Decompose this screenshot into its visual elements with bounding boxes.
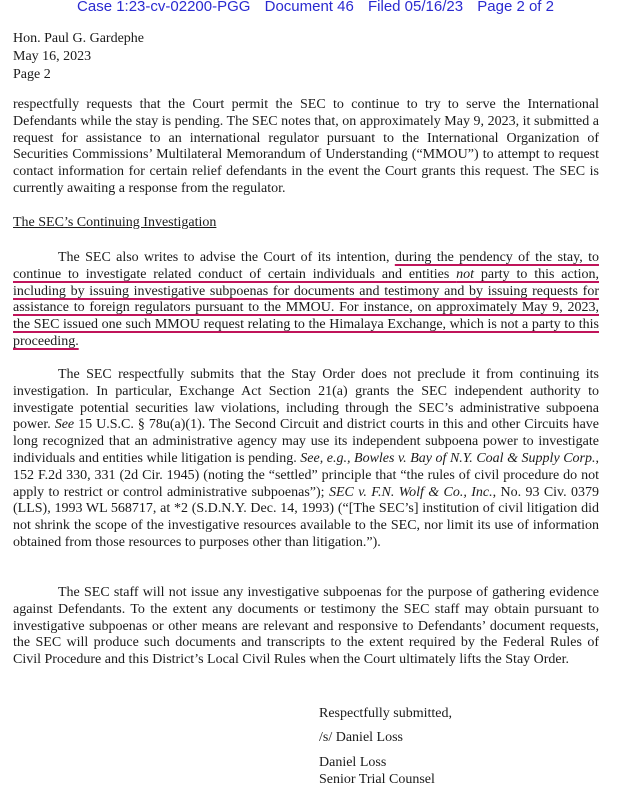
paragraph-continuing-investigation [13, 250, 599, 351]
signature-line: /s/ Daniel Loss [319, 730, 403, 745]
paragraph-service-request [13, 97, 599, 198]
paragraph-text: The SEC staff will not issue any investigative subpoenas for the purpose of gathering evidence against Defendants. To the extent any documents or testimony the SEC staff may obtain pursuant to investigative subpoenas or other means are relevant and responsive to Defendants’ document requests, the SEC will produce such documents and transcripts to the extent required by the Federal Rules of Civil Procedure and this District’s Local Civil Rules when the Court ultimately lifts the Stay Order. [13, 585, 599, 668]
signature-closing: Respectfully submitted, [319, 706, 452, 721]
citation-bowles: See, e.g., Bowles v. Bay of N.Y. Coal & Supply Corp. [300, 450, 596, 466]
document-number: Document 46 [264, 0, 354, 15]
signer-title: Senior Trial Counsel [319, 772, 435, 787]
paragraph-text: The SEC also writes to advise the Court of its intention, during the pendency of the stay, to continue to investigate related conduct of certain individuals and entities not party to this action, including by issuing investigative subpoenas for documents and testimony and by issuing requests for assistance to foreign regulators pursuant to the MMOU. For instance, on approximately May 9, 2023, the SEC issued one such MMOU request relating to the Himalaya Exchange, which is not a party to this proceeding. [13, 250, 599, 349]
paragraph-text: respectfully requests that the Court permit the SEC to continue to try to serve the International Defendants while the stay is pending. The SEC notes that, on approximately May 9, 2023, it submitted a request for assistance to an international regulator pursuant to the International Organization of Securities Commissions’ Multilateral Memorandum of Understanding (“MMOU”) to attempt to request contact information for certain relief defendants in the event the Court grants this request. The SEC is currently awaiting a response from the regulator. [13, 97, 599, 196]
signer-name: Daniel Loss [319, 755, 387, 770]
case-number: Case 1:23-cv-02200-PGG [77, 0, 251, 15]
paragraph-stay-order [13, 367, 599, 552]
filed-date: Filed 05/16/23 [368, 0, 464, 15]
citation-see: See [54, 417, 75, 433]
page-label: Page 2 [13, 67, 51, 82]
section-heading: The SEC’s Continuing Investigation [13, 215, 217, 230]
emphasis-not: not [456, 266, 475, 282]
highlighted-text: during the pendency of the stay, to continue to investigate related conduct of certain individuals and entities not party to this action, including by issuing investigative subpoenas for documents and testimony and by issuing requests for assistance to foreign regulators pursuant to the MMOU. For instance, on approximately May 9, 2023, the SEC issued one such MMOU request relating to the Himalaya Exchange, which is not a party to this proceeding. [13, 250, 599, 349]
addressee: Hon. Paul G. Gardephe [13, 31, 145, 46]
ecf-header [0, 0, 631, 15]
letter-date: May 16, 2023 [13, 49, 92, 64]
page-indicator: Page 2 of 2 [477, 0, 554, 15]
paragraph-subpoena-commitment [13, 585, 599, 669]
citation-wolf: SEC v. F.N. Wolf & Co., Inc. [328, 484, 493, 500]
paragraph-text: The SEC respectfully submits that the Stay Order does not preclude it from continuing its investigation. In particular, Exchange Act Section 21(a) grants the SEC independent authority to investigate potential securities law violations, including through the SEC’s administrative subpoena power. See 15 U.S.C. § 78u(a)(1). The Second Circuit and district courts in this and other Circuits have long recognized that an administrative agency may use its independent subpoena power to investigate individuals and entities while litigation is pending. See, e.g., Bowles v. Bay of N.Y. Coal & Supply Corp., 152 F.2d 330, 331 (2d Cir. 1945) (noting the “settled” principle that “the rules of civil procedure do not apply to restrict or control administrative subpoenas”); SEC v. F.N. Wolf & Co., Inc., No. 93 Civ. 0379 (LLS), 1993 WL 568717, at *2 (S.D.N.Y. Dec. 14, 1993) (“[The SEC’s] institution of civil litigation did not shrink the scope of the investigative resources available to the SEC, nor limit its use of information obtained from those resources to purposes other than litigation.”). [13, 367, 600, 550]
letter-address-block [13, 30, 144, 84]
